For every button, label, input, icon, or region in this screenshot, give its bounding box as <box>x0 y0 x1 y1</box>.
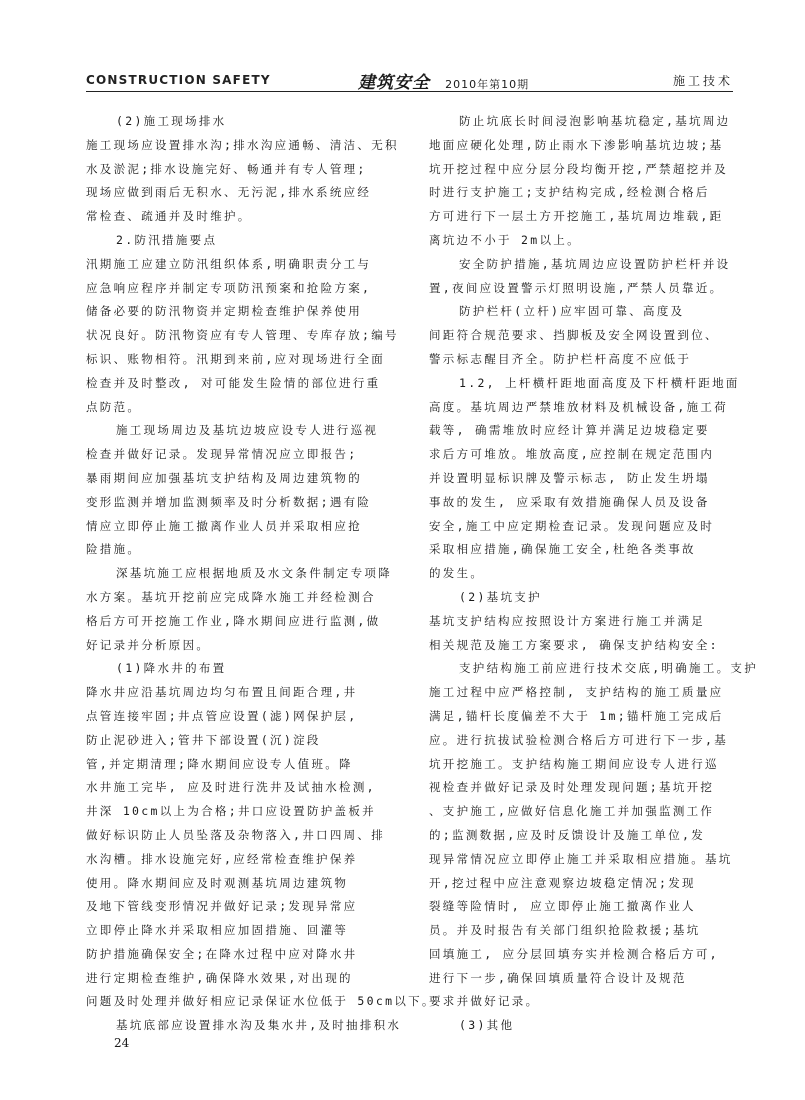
text-line: 点管连接牢固;井点管应设置(滤)网保护层, <box>86 708 358 723</box>
page-number: 24 <box>114 1036 130 1050</box>
text-line: 防止坑底长时间浸泡影响基坑稳定,基坑周边 <box>459 114 731 128</box>
text-line: 做好标识防止人员坠落及杂物落入,井口四周、排 <box>86 827 386 842</box>
text-line: 格后方可开挖施工作业,降水期间应进行监测,做 <box>86 613 381 628</box>
text-line: 间距符合规范要求、挡脚板及安全网设置到位、 <box>429 328 719 343</box>
text-line: 员。并及时报告有关部门组织抢险救援;基坑 <box>429 923 701 938</box>
text-line: 水方案。基坑开挖前应完成降水施工并经检测合 <box>86 589 376 604</box>
text-line: 基坑底部应设置排水沟及集水井,及时抽排积水 <box>116 1018 402 1033</box>
text-line: 相关规范及施工方案要求, 确保支护结构安全: <box>429 637 719 652</box>
text-line: 安全,施工中应定期检查记录。发现问题应及时 <box>429 518 715 533</box>
text-line: 采取相应措施,确保施工安全,杜绝各类事故 <box>429 542 696 557</box>
text-line: 水沟槽。排水设施完好,应经常检查维护保养 <box>86 851 358 866</box>
section-heading: (3)其他 <box>459 1018 515 1033</box>
text-line: 井深 10cm以上为合格;井口应设置防护盖板并 <box>86 804 376 819</box>
text-line: 施工现场应设置排水沟;排水沟应通畅、清洁、无积 <box>86 137 399 152</box>
text-line: 要求并做好记录。 <box>429 994 540 1009</box>
text-line: 的发生。 <box>429 566 485 581</box>
left-column <box>86 110 436 1038</box>
section-heading: (1)降水井的布置 <box>116 661 227 676</box>
text-line: 情应立即停止施工撤离作业人员并采取相应抢 <box>86 518 362 533</box>
text-line: 水井施工完毕, 应及时进行洗井及试抽水检测, <box>86 780 376 795</box>
section-heading: 1.2, 上杆横杆距地面高度及下杆横杆距地面 <box>459 375 740 390</box>
text-line: 时进行支护施工;支护结构完成,经检测合格后 <box>429 185 710 200</box>
text-line: 水及淤泥;排水设施完好、畅通并有专人管理; <box>86 161 367 176</box>
text-line: 应急响应程序并制定专项防汛预案和抢险方案, <box>86 280 372 295</box>
text-line: 防护措施确保安全;在降水过程中应对降水井 <box>86 946 358 961</box>
text-line: 及地下管线变形情况并做好记录;发现异常应 <box>86 899 358 914</box>
text-line: 标识、账物相符。汛期到来前,应对现场进行全面 <box>86 351 386 366</box>
text-line: 常检查、疏通并及时维护。 <box>86 209 252 224</box>
text-line: 事故的发生, 应采取有效措施确保人员及设备 <box>429 494 710 509</box>
text-line: 变形监测并增加监测频率及时分析数据;遇有险 <box>86 494 372 509</box>
text-line: 置,夜间应设置警示灯照明设施,严禁人员靠近。 <box>429 280 724 295</box>
section-heading: 2.防汛措施要点 <box>116 232 218 247</box>
text-line: 防护栏杆(立杆)应牢固可靠、高度及 <box>459 304 685 319</box>
text-line: 回填施工, 应分层回填夯实并检测合格后方可, <box>429 946 719 961</box>
text-line: 降水井应沿基坑周边均匀布置且间距合理,井 <box>86 685 358 700</box>
text-line: 安全防护措施,基坑周边应设置防护栏杆并设 <box>459 256 731 271</box>
journal-masthead <box>358 68 529 93</box>
text-line: 应。进行抗拔试验检测合格后方可进行下一步,基 <box>429 732 729 747</box>
section-heading: (2)施工现场排水 <box>116 114 227 128</box>
text-line: 险措施。 <box>86 542 142 557</box>
text-line: 并设置明显标识牌及警示标志, 防止发生坍塌 <box>429 470 710 485</box>
text-line: 视检查并做好记录及时处理发现问题;基坑开挖 <box>429 780 715 795</box>
journal-logo: 建筑安全 <box>358 73 430 93</box>
text-line: 好记录并分析原因。 <box>86 637 211 652</box>
text-line: 载等, 确需堆放时应经计算并满足边坡稳定要 <box>429 423 710 438</box>
text-line: 点防范。 <box>86 399 142 414</box>
text-line: 问题及时处理并做好相应记录保证水位低于 50cm以下。 <box>86 994 436 1009</box>
text-line: 状况良好。防汛物资应有专人管理、专库存放;编号 <box>86 328 399 343</box>
text-line: 基坑支护结构应按照设计方案进行施工并满足 <box>429 613 705 628</box>
header-rule <box>86 91 733 92</box>
text-line: 高度。基坑周边严禁堆放材料及机械设备,施工荷 <box>429 399 729 414</box>
text-line: 警示标志醒目齐全。防护栏杆高度不应低于 <box>429 351 692 366</box>
text-line: 立即停止降水并采取相应加固措施、回灌等 <box>86 923 349 938</box>
journal-title-en: CONSTRUCTION SAFETY <box>86 73 271 87</box>
text-line: 的;监测数据,应及时反馈设计及施工单位,发 <box>429 827 706 842</box>
text-line: 施工过程中应严格控制, 支护结构的施工质量应 <box>429 685 724 700</box>
text-line: 汛期施工应建立防汛组织体系,明确职责分工与 <box>86 256 372 271</box>
text-line: 施工现场周边及基坑边坡应设专人进行巡视 <box>116 423 379 438</box>
text-line: 求后方可堆放。堆放高度,应控制在规定范围内 <box>429 447 715 462</box>
text-line: 现异常情况应立即停止施工并采取相应措施。基坑 <box>429 851 733 866</box>
text-line: 深基坑施工应根据地质及水文条件制定专项降 <box>116 566 392 581</box>
text-line: 地面应硬化处理,防止雨水下渗影响基坑边坡;基 <box>429 137 724 152</box>
text-line: 使用。降水期间应及时观测基坑周边建筑物 <box>86 875 349 890</box>
text-line: 管,并定期清理;降水期间应设专人值班。降 <box>86 756 353 771</box>
section-heading: (2)基坑支护 <box>459 589 542 604</box>
text-line: 满足,锚杆长度偏差不大于 1m;锚杆施工完成后 <box>429 708 724 723</box>
text-line: 现场应做到雨后无积水、无污泥,排水系统应经 <box>86 185 372 200</box>
text-line: 暴雨期间应加强基坑支护结构及周边建筑物的 <box>86 470 362 485</box>
text-line: 支护结构施工前应进行技术交底,明确施工。支护 <box>459 661 759 676</box>
text-line: 、支护施工,应做好信息化施工并加强监测工作 <box>429 804 715 819</box>
text-line: 坑开挖过程中应分层分段均衡开挖,严禁超挖并及 <box>429 161 729 176</box>
text-line: 坑开挖施工。支护结构施工期间应设专人进行巡 <box>429 756 719 771</box>
text-line: 离坑边不小于 2m以上。 <box>429 232 581 247</box>
text-line: 检查并做好记录。发现异常情况应立即报告; <box>86 447 358 462</box>
text-line: 开,挖过程中应注意观察边坡稳定情况;发现 <box>429 875 696 890</box>
text-line: 防止泥砂进入;管井下部设置(沉)淀段 <box>86 732 321 747</box>
text-line: 检查并及时整改, 对可能发生险情的部位进行重 <box>86 375 381 390</box>
issue-label: 2010年第10期 <box>445 78 530 91</box>
text-line: 方可进行下一层土方开挖施工,基坑周边堆载,距 <box>429 209 724 224</box>
text-line: 进行下一步,确保回填质量符合设计及规范 <box>429 970 687 985</box>
text-line: 储备必要的防汛物资并定期检查维护保养使用 <box>86 304 362 319</box>
text-line: 进行定期检查维护,确保降水效果,对出现的 <box>86 970 353 985</box>
section-label: 施工技术 <box>672 74 733 88</box>
running-header <box>86 70 733 92</box>
right-column <box>429 110 759 1038</box>
text-line: 裂缝等险情时, 应立即停止施工撤离作业人 <box>429 899 696 914</box>
